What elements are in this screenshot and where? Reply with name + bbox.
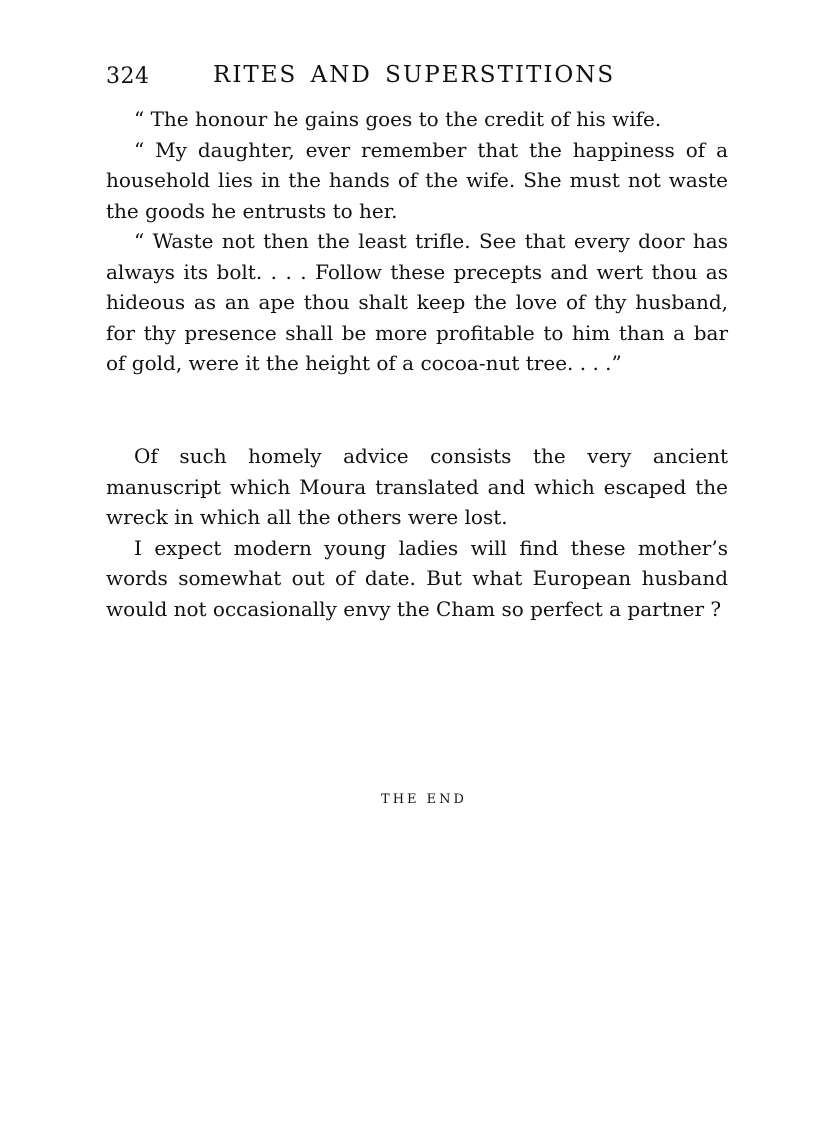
quoted-precepts — [106, 104, 728, 379]
paragraph: I expect modern young ladies will find these mother’s words somewhat out of date. But what European husband would not occasionally envy the Cham so perfect a partner ? — [106, 535, 728, 621]
the-end-marker: THE END — [381, 792, 467, 807]
paragraph: Of such homely advice consists the very ancient manuscript which Moura translated and which escaped the wreck in which all the others were lost. — [106, 444, 728, 529]
paragraph: “ Waste not then the least trifle. See that every door has always its bolt. . . . Follow these precepts and wert thou as hideous as an ape thou shalt keep the love of thy husband, for thy presence shall be more profitable to him than a bar of gold, were it the height of a cocoa-nut tree. . . .” — [106, 229, 728, 375]
page-header — [106, 62, 726, 94]
running-head: RITES AND SUPERSTITIONS — [213, 62, 616, 88]
page-number: 324 — [106, 64, 150, 89]
paragraph: “ The honour he gains goes to the credit of his wife. — [134, 107, 662, 131]
paragraph: “ My daughter, ever remember that the happiness of a household lies in the hands of the wife. She must not waste the goods he entrusts to her. — [106, 137, 728, 223]
closing-commentary — [106, 441, 728, 624]
